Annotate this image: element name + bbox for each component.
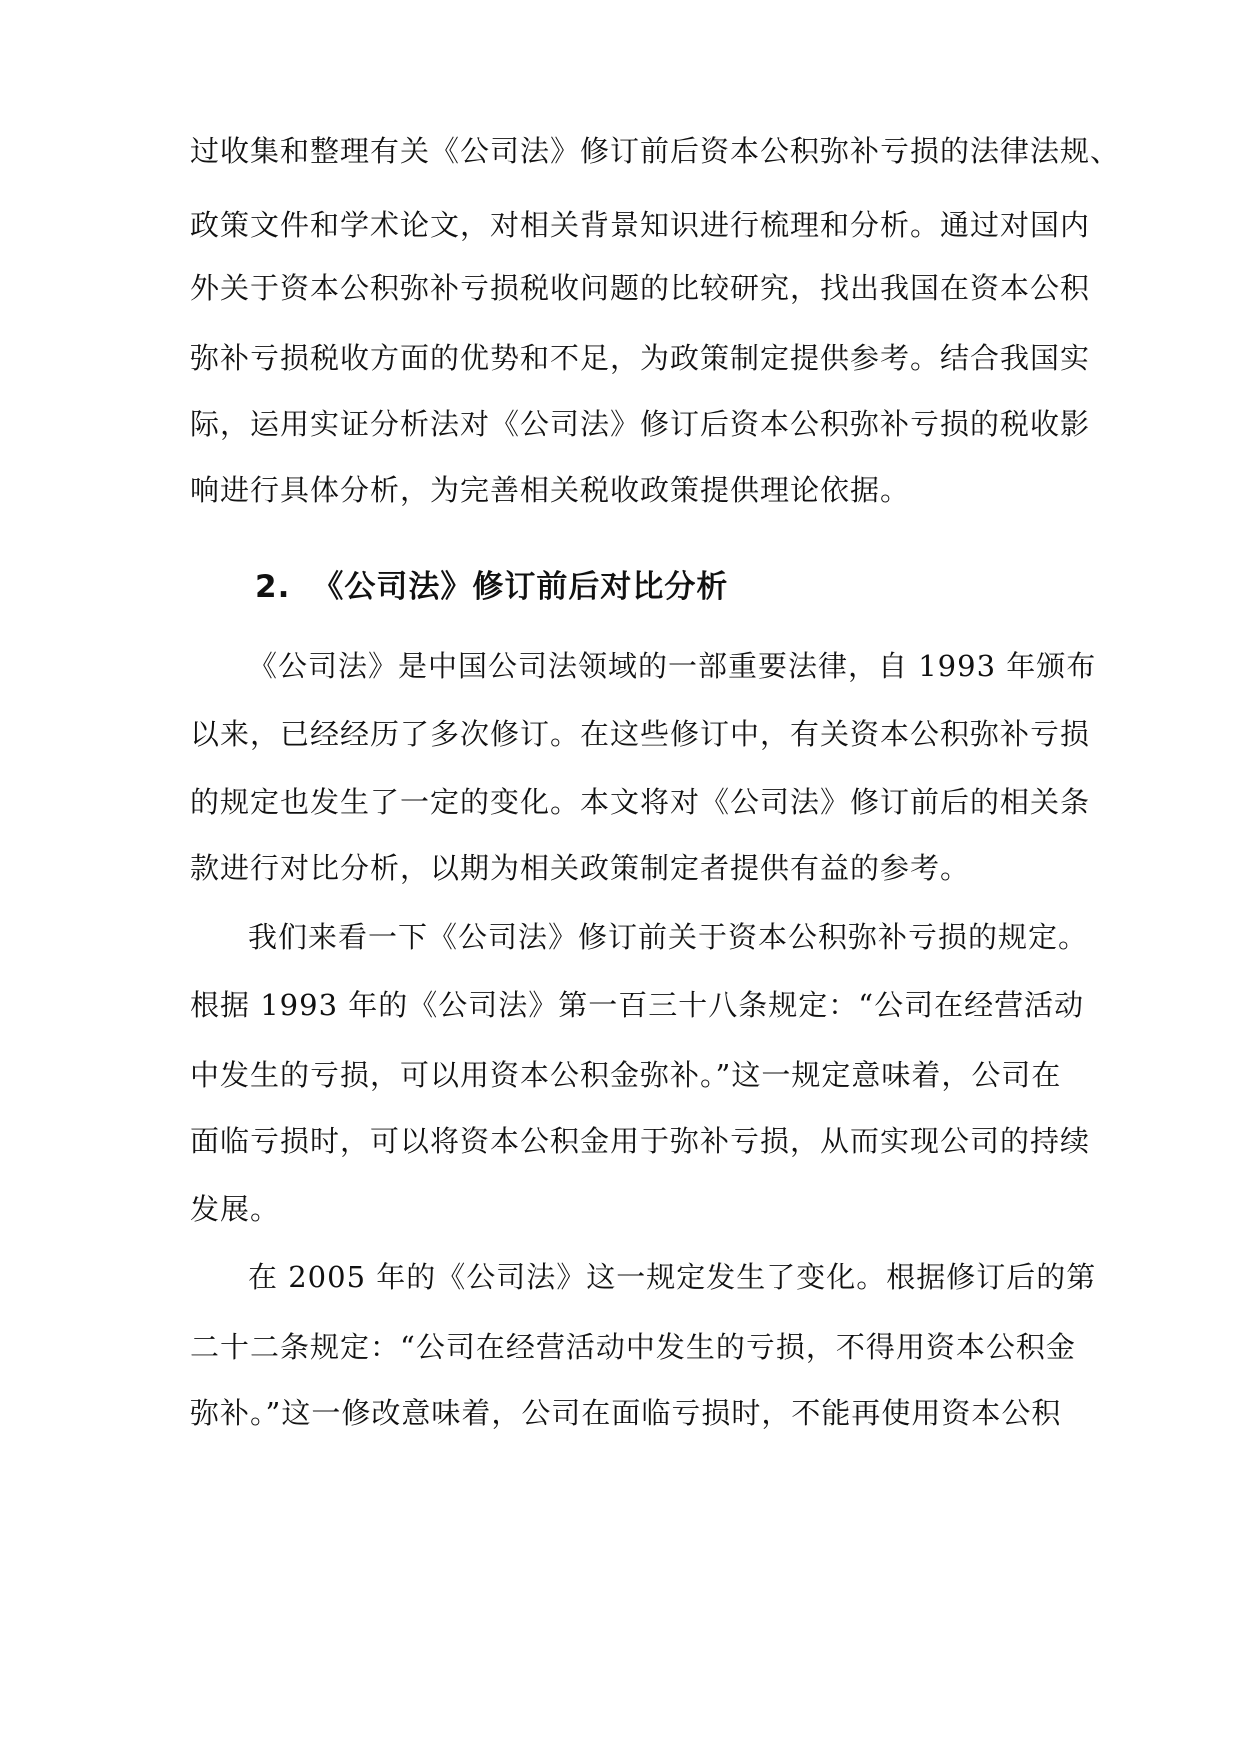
para3-line-3: 弥补。”这一修改意味着，公司在面临亏损时，不能再使用资本公积 — [190, 1396, 1062, 1430]
para3-line-1: 在 2005 年的《公司法》这一规定发生了变化。根据修订后的第 — [248, 1260, 1097, 1294]
intro-line-3: 外关于资本公积弥补亏损税收问题的比较研究，找出我国在资本公积 — [190, 271, 1091, 305]
para2-line-5: 发展。 — [190, 1192, 281, 1226]
section-title: 《公司法》修订前后对比分析 — [312, 569, 729, 605]
para3-line-2: 二十二条规定：“公司在经营活动中发生的亏损，不得用资本公积金 — [190, 1330, 1076, 1364]
para1-line-2: 以来，已经经历了多次修订。在这些修订中，有关资本公积弥补亏损 — [190, 717, 1091, 751]
para1-line-1: 《公司法》是中国公司法领域的一部重要法律，自 1993 年颁布 — [248, 649, 1097, 683]
intro-line-2: 政策文件和学术论文，对相关背景知识进行梳理和分析。通过对国内 — [190, 208, 1091, 242]
section-number: 2. — [255, 569, 291, 605]
para2-line-1: 我们来看一下《公司法》修订前关于资本公积弥补亏损的规定。 — [248, 920, 1089, 954]
para1-line-4: 款进行对比分析，以期为相关政策制定者提供有益的参考。 — [190, 851, 971, 885]
intro-line-4: 弥补亏损税收方面的优势和不足，为政策制定提供参考。结合我国实 — [190, 341, 1091, 375]
para1-line-3: 的规定也发生了一定的变化。本文将对《公司法》修订前后的相关条 — [190, 785, 1091, 819]
intro-line-5: 际，运用实证分析法对《公司法》修订后资本公积弥补亏损的税收影 — [190, 407, 1091, 441]
para2-line-3: 中发生的亏损，可以用资本公积金弥补。”这一规定意味着，公司在 — [190, 1058, 1062, 1092]
intro-line-1: 过收集和整理有关《公司法》修订前后资本公积弥补亏损的法律法规、 — [190, 134, 1121, 168]
section-heading — [255, 566, 728, 608]
para2-line-2: 根据 1993 年的《公司法》第一百三十八条规定：“公司在经营活动 — [190, 988, 1085, 1022]
para2-line-4: 面临亏损时，可以将资本公积金用于弥补亏损，从而实现公司的持续 — [190, 1124, 1091, 1158]
intro-line-6: 响进行具体分析，为完善相关税收政策提供理论依据。 — [190, 473, 911, 507]
